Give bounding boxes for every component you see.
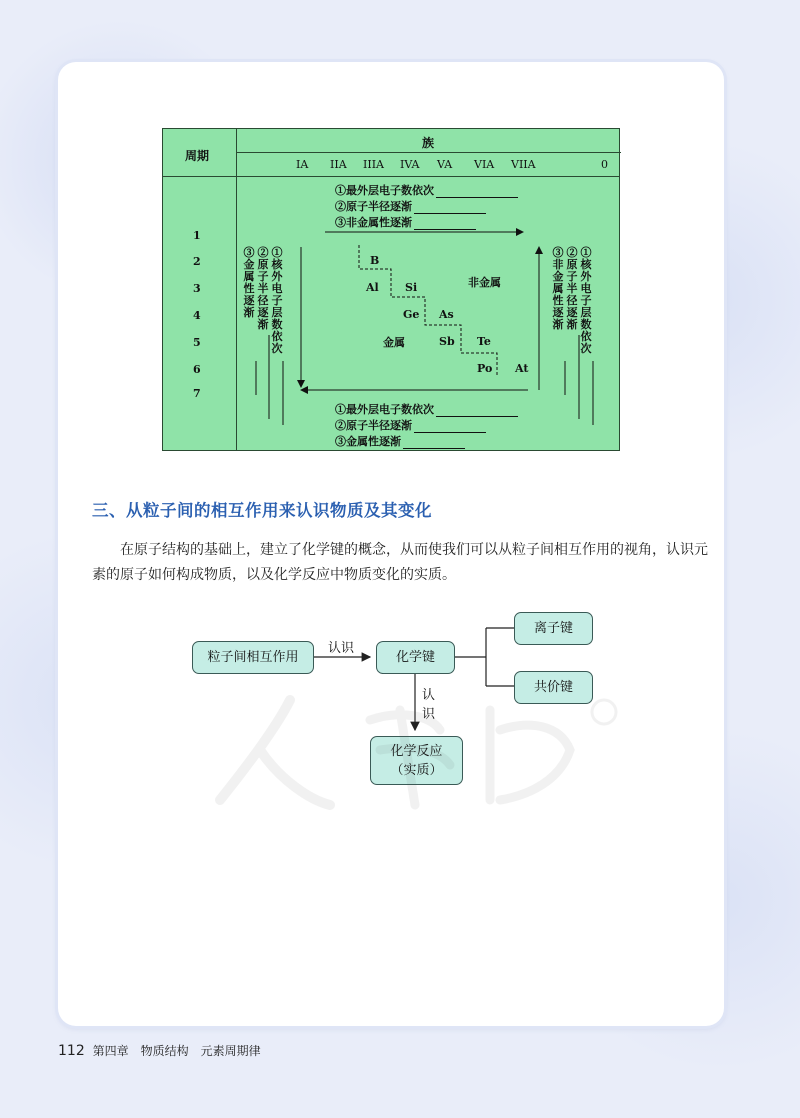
group-label: 0 <box>601 158 608 171</box>
element-symbol: B <box>370 254 380 267</box>
periodic-trend-table <box>162 128 620 451</box>
element-symbol: Sb <box>439 335 455 348</box>
bottom-trend-text: ③金属性逐渐 <box>335 435 401 448</box>
period-label: 3 <box>193 282 201 295</box>
publisher-watermark <box>200 690 620 820</box>
section-heading: 三、从粒子间的相互作用来认识物质及其变化 <box>92 501 432 520</box>
period-label: 5 <box>193 336 201 349</box>
group-label: VA <box>437 158 453 171</box>
arrow-label-recognize: 认识 <box>328 641 355 656</box>
group-label: IIA <box>330 158 347 171</box>
bottom-trend-text: ①最外层电子数依次 <box>335 403 434 416</box>
reaction-essence-label: （实质） <box>390 762 443 778</box>
ionic-bond-box: 离子键 <box>514 612 593 645</box>
arrow-label-recognize-2: 识 <box>422 707 436 722</box>
group-header: 族 <box>422 136 435 150</box>
group-label: IVA <box>400 158 420 171</box>
top-trend-text: ②原子半径逐渐 <box>335 200 412 213</box>
element-symbol: Ge <box>403 308 420 321</box>
nonmetal-label: 非金属 <box>468 276 501 289</box>
covalent-bond-box: 共价键 <box>514 671 593 704</box>
bottom-trend-text: ②原子半径逐渐 <box>335 419 412 432</box>
top-trend-text: ①最外层电子数依次 <box>335 184 434 197</box>
chemical-bond-box: 化学键 <box>376 641 455 674</box>
period-label: 7 <box>193 387 201 400</box>
right-trend-col: ③非金属性逐渐 <box>552 246 564 331</box>
trend-arrows <box>163 129 621 452</box>
particle-interaction-box: 粒子间相互作用 <box>192 641 314 674</box>
element-symbol: Te <box>477 335 491 348</box>
group-label: VIA <box>474 158 495 171</box>
element-symbol: At <box>515 362 529 375</box>
group-label: VIIA <box>511 158 536 171</box>
period-label: 2 <box>193 255 201 268</box>
body-paragraph: 在原子结构的基础上，建立了化学键的概念，从而使我们可以从粒子间相互作用的视角，认识元素的原子如何构成物质，以及化学反应中物质变化的实质。 <box>92 542 708 583</box>
left-trend-col: ①核外电子层数依次 <box>271 246 283 355</box>
top-trend-text: ③非金属性逐渐 <box>335 216 412 229</box>
period-label: 1 <box>193 229 201 242</box>
period-label: 6 <box>193 363 201 376</box>
reaction-label: 化学反应 <box>390 743 443 759</box>
element-symbol: As <box>439 308 454 321</box>
period-label: 4 <box>193 309 201 322</box>
group-label: IIIA <box>363 158 384 171</box>
arrow-label-recognize-1: 认 <box>422 688 436 703</box>
element-symbol: Po <box>477 362 493 375</box>
chapter-title: 第四章 物质结构 元素周期律 <box>92 1044 261 1058</box>
right-trend-col: ②原子半径逐渐 <box>566 246 578 331</box>
group-label: IA <box>296 158 309 171</box>
left-trend-col: ③金属性逐渐 <box>243 246 255 319</box>
element-symbol: Si <box>405 281 418 294</box>
left-trend-col: ②原子半径逐渐 <box>257 246 269 331</box>
element-symbol: Al <box>366 281 379 294</box>
metal-label: 金属 <box>383 336 405 349</box>
period-header: 周期 <box>185 149 210 163</box>
page-number: 112 <box>58 1043 85 1059</box>
page-footer <box>58 1042 261 1059</box>
right-trend-col: ①核外电子层数依次 <box>580 246 592 355</box>
